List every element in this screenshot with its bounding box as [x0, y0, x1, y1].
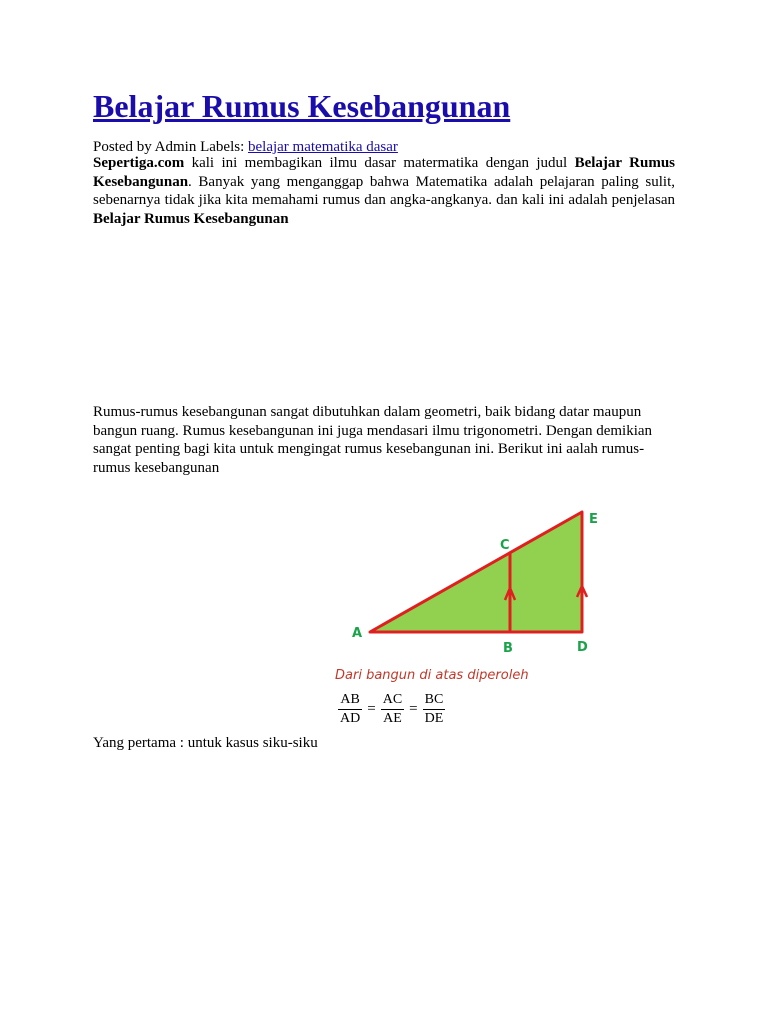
- article-title[interactable]: Belajar Rumus Kesebangunan: [93, 88, 511, 124]
- numerator: BC: [423, 692, 446, 710]
- point-label-b: B: [503, 641, 513, 656]
- denominator: AE: [383, 711, 402, 726]
- triangle-diagram: [335, 500, 625, 665]
- equals-sign: =: [367, 701, 376, 717]
- fraction-bc-de: [420, 692, 449, 727]
- fraction-ac-ae: [378, 692, 407, 727]
- point-label-a: A: [352, 626, 363, 641]
- site-name: Sepertiga.com: [93, 155, 185, 171]
- section-intro-line: Yang pertama : untuk kasus siku-siku: [93, 735, 318, 751]
- label-link[interactable]: belajar matematika dasar: [248, 139, 398, 155]
- numerator: AB: [338, 692, 361, 710]
- equals-sign: =: [409, 701, 418, 717]
- intro-bold-title-2: Belajar Rumus Kesebangunan: [93, 210, 289, 227]
- numerator: AC: [381, 692, 404, 710]
- triangle-ade: [370, 512, 582, 632]
- point-label-d: D: [577, 640, 588, 655]
- similarity-formula: [335, 692, 448, 727]
- denominator: DE: [424, 711, 444, 726]
- point-label-c: C: [500, 538, 510, 553]
- similarity-figure: [335, 500, 625, 730]
- intro-text-1: kali ini membagikan ilmu dasar matermatika dengan judul: [184, 155, 575, 171]
- meta-prefix: Posted by Admin Labels:: [93, 139, 248, 155]
- figure-caption: Dari bangun di atas diperoleh: [335, 668, 529, 683]
- fraction-ab-ad: [335, 692, 365, 727]
- intro-bold-title: Belajar Rumus Kesebangunan: [93, 155, 676, 190]
- point-label-e: E: [589, 512, 598, 527]
- denominator: AD: [340, 711, 361, 726]
- intro-paragraph: [93, 154, 675, 228]
- body-paragraph: Rumus-rumus kesebangunan sangat dibutuhkan dalam geometri, baik bidang datar maupun bangun ruang. Rumus kesebangunan ini juga mendasari ilmu trigonometri. Dengan demikian sangat penting bagi kita untuk mengingat rumus kesebangunan ini. Berikut ini aalah rumus-rumus kesebangunan: [93, 404, 653, 476]
- intro-text-2: . Banyak yang menganggap bahwa Matematika adalah pelajaran paling sulit, sebenarnya tidak jika kita memahami rumus dan angka-angkanya. dan kali ini adalah penjelasan: [93, 173, 675, 208]
